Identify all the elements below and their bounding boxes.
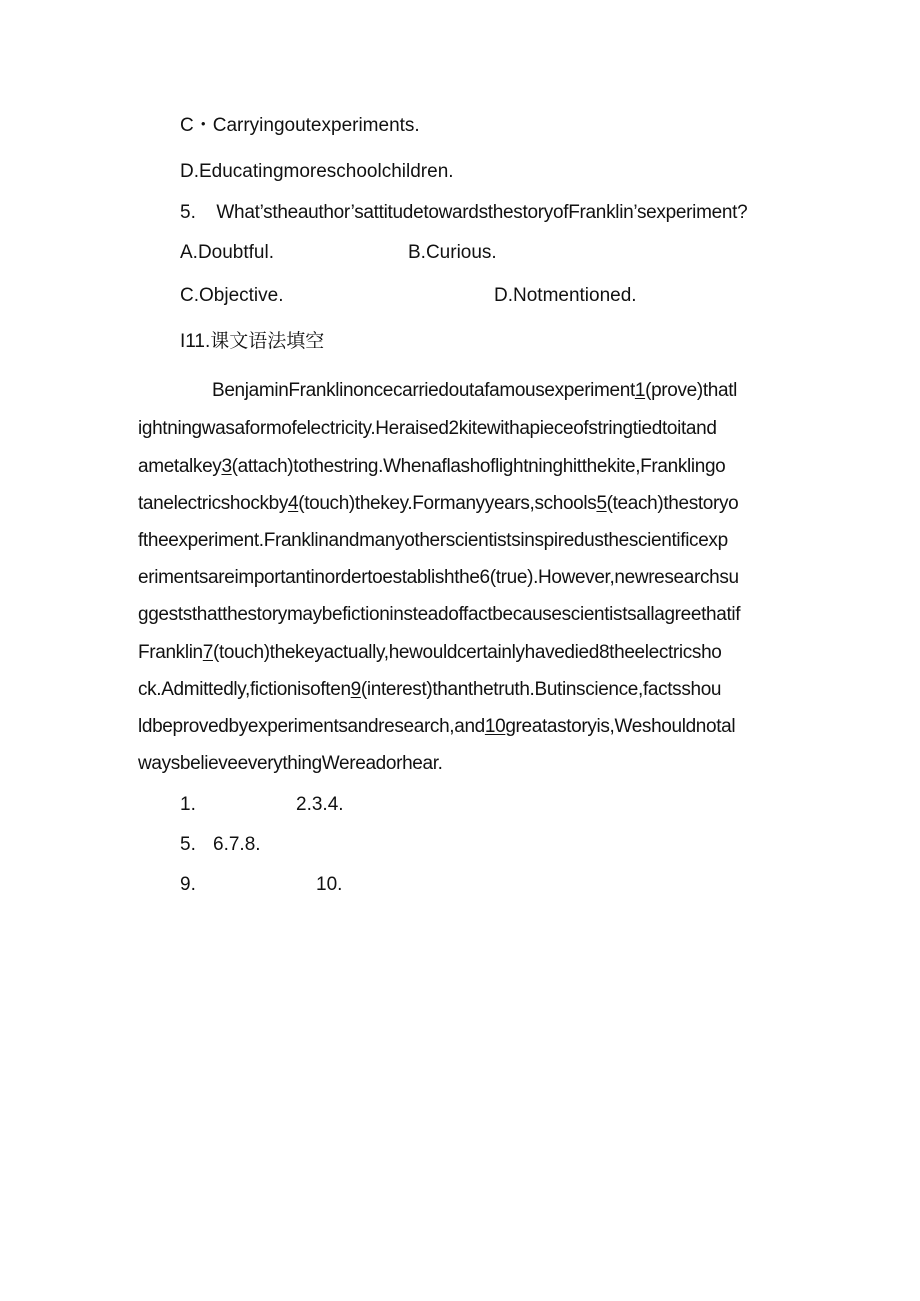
- q4-option-d: D.Educatingmoreschoolchildren.: [180, 161, 454, 182]
- q5-option-d: D.Notmentioned.: [494, 285, 637, 306]
- passage-text: Franklin: [138, 642, 203, 663]
- q4-option-c: C・Carryingoutexperiments.: [180, 115, 420, 136]
- passage-line-1: [212, 379, 737, 403]
- blank-number: 7: [202, 642, 213, 663]
- answer-9: 9.: [180, 874, 196, 895]
- blank-number: 5: [596, 493, 607, 514]
- passage-text: ametalkey: [138, 456, 222, 477]
- answer-6-8: 6.7.8.: [213, 834, 261, 855]
- passage-line-8: [138, 641, 722, 665]
- passage-text: greatastoryis,Weshouldnotal: [505, 716, 736, 737]
- passage-line-4: [138, 492, 738, 516]
- passage-line-10: [138, 715, 735, 739]
- answer-10: 10.: [316, 874, 343, 895]
- passage-text: ldbeprovedbyexperimentsandresearch,and: [138, 716, 485, 737]
- q5-number: 5.: [180, 202, 196, 223]
- blank-number: 1: [634, 380, 646, 401]
- answer-5: 5.: [180, 834, 196, 855]
- passage-text: (teach)thestoryo: [606, 493, 739, 514]
- passage-line-7: ggeststhatthestorymaybefictioninsteadoffactbecausescientistsallagreethatif: [138, 604, 741, 625]
- q5-option-a: A.Doubtful.: [180, 242, 274, 263]
- q5-stem: What’stheauthor’sattitudetowardsthestoryofFranklin’sexperiment?: [216, 202, 748, 223]
- passage-text: (prove)thatl: [645, 380, 738, 401]
- answer-2-4: 2.3.4.: [296, 794, 344, 815]
- blank-number: 4: [288, 493, 299, 514]
- passage-text: ck.Admittedly,fictionisoften: [138, 679, 351, 700]
- blank-number: 9: [350, 679, 361, 700]
- q5-option-b: B.Curious.: [408, 242, 497, 263]
- passage-line-2: ightningwasaformofelectricity.Heraised2kitewithapieceofstringtiedtoitand: [138, 418, 717, 439]
- passage-text: (touch)thekey.Formanyyears,schools: [298, 493, 597, 514]
- passage-line-5: ftheexperiment.Franklinandmanyotherscientistsinspiredusthescientificexp: [138, 530, 728, 551]
- passage-line-9: [138, 678, 721, 702]
- passage-line-6: erimentsareimportantinordertoestablishthe6(true).However,newresearchsu: [138, 567, 739, 588]
- passage-line-3: [138, 455, 725, 479]
- passage-text: (touch)thekeyactually,hewouldcertainlyhavedied8theelectricsho: [213, 642, 722, 663]
- blank-number: 10: [484, 716, 506, 737]
- blank-number: 3: [221, 456, 232, 477]
- q5-option-c: C.Objective.: [180, 285, 284, 306]
- passage-text: BenjaminFranklinoncecarriedoutafamousexperiment: [212, 380, 635, 401]
- passage-text: (interest)thanthetruth.Butinscience,factsshou: [360, 679, 722, 700]
- section-heading: I11.课文语法填空: [180, 331, 325, 352]
- passage-text: (attach)tothestring.Whenaflashoflightninghitthekite,Franklingo: [231, 456, 726, 477]
- q5-stem-line: [180, 201, 747, 225]
- passage-line-11: waysbelieveeverythingWereadorhear.: [138, 753, 443, 774]
- answer-1: 1.: [180, 794, 196, 815]
- passage-text: tanelectricshockby: [138, 493, 288, 514]
